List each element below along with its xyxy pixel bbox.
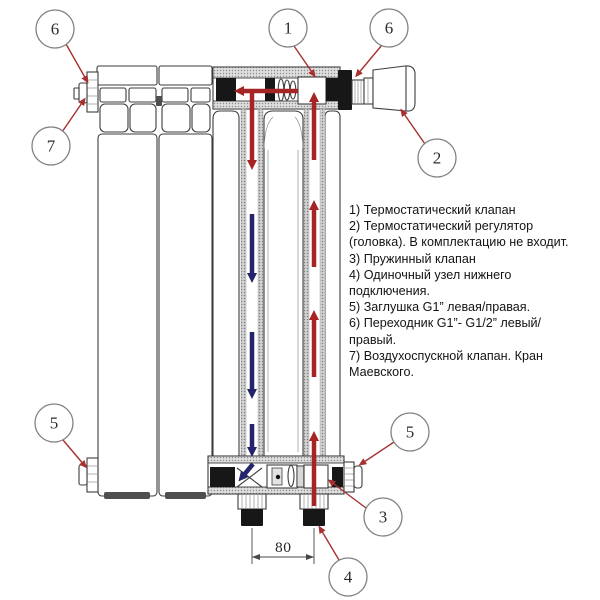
callout-1 <box>269 9 314 75</box>
callout-5-bottom-right <box>361 413 429 464</box>
radiator-front-view <box>97 66 212 499</box>
legend-line-3: (головка). В комплектацию не входит. <box>349 235 569 250</box>
plug-fitting-bottom-right <box>344 462 362 492</box>
callout-label: 2 <box>432 148 442 168</box>
thermostatic-head <box>373 66 415 111</box>
front-panel <box>98 134 157 496</box>
callout-label: 1 <box>283 18 293 38</box>
legend-line-5: 4) Одиночный узел нижнего <box>349 267 512 282</box>
legend-line-10: 7) Воздухоспускной клапан. Кран <box>349 348 543 363</box>
legend-line-7: 5) Заглушка G1” левая/правая. <box>349 300 531 315</box>
callout-label: 5 <box>49 413 59 433</box>
legend-line-9: правый. <box>349 332 397 347</box>
callout-label: 6 <box>50 19 60 39</box>
callout-3 <box>330 481 402 536</box>
legend-line-4: 3) Пружинный клапан <box>349 251 476 266</box>
dimension-label: 80 <box>274 541 292 556</box>
callout-2 <box>402 111 456 177</box>
legend <box>349 202 597 380</box>
dimension-80 <box>252 528 314 564</box>
callout-label: 3 <box>378 507 388 527</box>
callout-6-top-left <box>36 10 87 81</box>
callout-4 <box>320 528 367 596</box>
front-panel <box>159 134 212 496</box>
callout-6-top-right <box>357 9 408 75</box>
nipple-left <box>238 494 266 526</box>
legend-line-6: подключения. <box>349 284 430 299</box>
legend-line-11: Маевского. <box>349 365 414 380</box>
adapter-fitting-top-right <box>352 78 373 104</box>
callout-label: 6 <box>384 18 394 38</box>
legend-line-1: 1) Термостатический клапан <box>349 203 516 217</box>
callout-label: 5 <box>405 422 415 442</box>
callout-label: 7 <box>46 136 56 156</box>
valve-piston <box>267 465 297 488</box>
callout-5-bottom-left <box>35 404 85 466</box>
legend-line-2: 2) Термостатический регулятор <box>349 219 534 234</box>
callout-7 <box>32 100 84 165</box>
legend-line-8: 6) Переходник G1”- G1/2” левый/ <box>349 316 542 331</box>
section-channels <box>213 109 340 456</box>
callout-label: 4 <box>343 567 353 587</box>
